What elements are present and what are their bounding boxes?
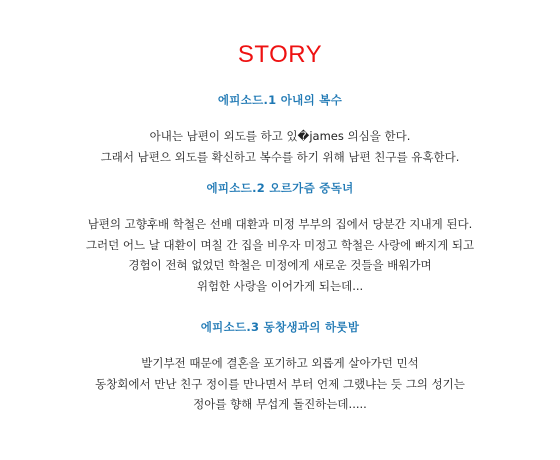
story-title: STORY [237, 41, 323, 68]
synopsis-line: 그래서 남편으 외도를 확신하고 복수를 하기 위해 남편 친구를 유혹한다. [100, 149, 460, 164]
episode-2-synopsis [0, 214, 560, 296]
synopsis-line: 경험이 전혀 없었던 학철은 미정에게 새로운 것들을 배워가며 [128, 258, 432, 272]
synopsis-line: 그러던 어느 날 대환이 며칠 간 집을 비우자 미정고 학철은 사랑에 빠지게 되고 [85, 237, 475, 252]
synopsis-line: 남편의 고향후배 학철은 선배 대환과 미정 부부의 집에서 당분간 지내게 된다. [87, 217, 473, 231]
synopsis-line: 아내는 남편이 외도를 하고 있�james 의심을 한다. [149, 129, 411, 143]
episode-2-heading: 에피소드.2 오르가즘 중독녀 [206, 181, 354, 195]
synopsis-line: 위험한 사랑을 이어가게 되는데... [196, 278, 364, 293]
synopsis-line: 발기부전 때문에 결혼을 포기하고 외롭게 살아가던 민석 [141, 356, 419, 370]
episode-3-heading: 에피소드.3 동창생과의 하룻밤 [200, 320, 360, 334]
episode-1-synopsis [0, 126, 560, 167]
synopsis-line: 동창회에서 만난 친구 정이를 만나면서 부터 언제 그랬냐는 듯 그의 성기는 [95, 376, 465, 391]
episode-3-synopsis [0, 353, 560, 415]
synopsis-line: 정아를 향해 무섭게 돌진하는데..... [193, 397, 367, 411]
episode-1-heading: 에피소드.1 아내의 복수 [217, 93, 343, 107]
